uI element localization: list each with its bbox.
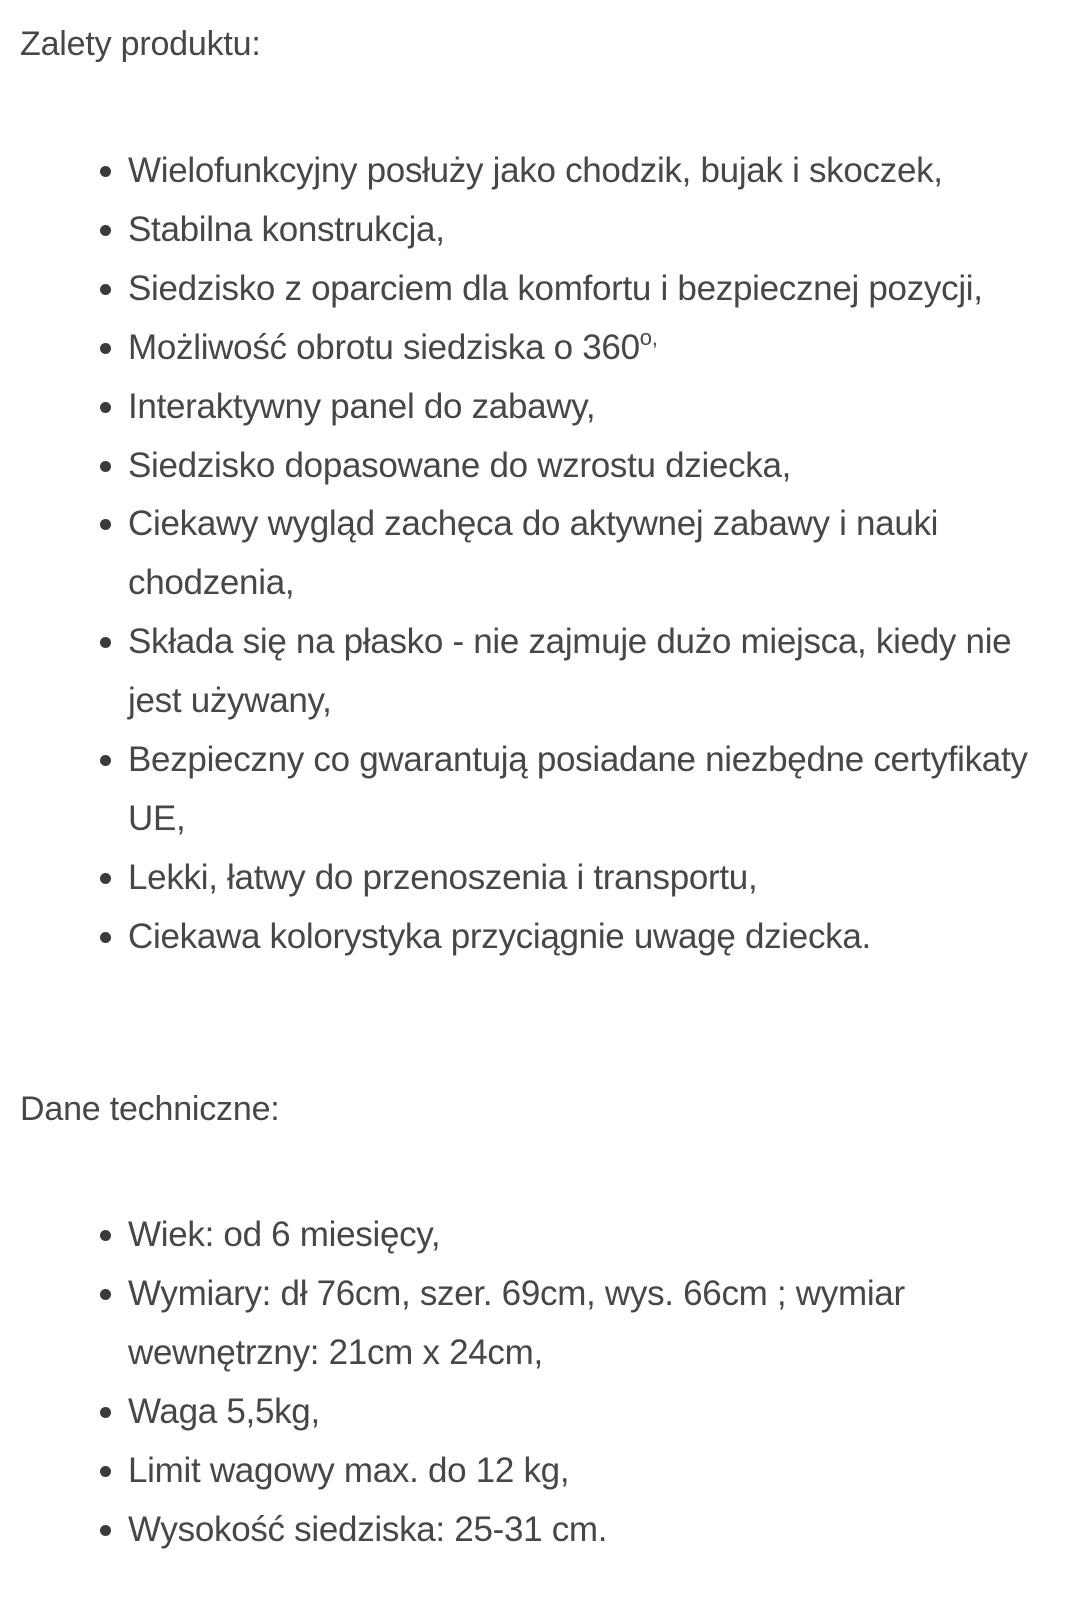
list-item-text: Wymiary: dł 76cm, szer. 69cm, wys. 66cm ; wymiar wewnętrzny: 21cm x 24cm,: [128, 1273, 905, 1372]
list-item-text: Wielofunkcyjny posłuży jako chodzik, bujak i skoczek,: [128, 151, 943, 190]
list-item-text: Składa się na płasko - nie zajmuje dużo miejsca, kiedy nie jest używany,: [128, 622, 1012, 721]
list-item: [128, 495, 1028, 613]
list-item-text: Limit wagowy max. do 12 kg,: [128, 1450, 570, 1490]
list-item: [128, 731, 1028, 849]
list-item-text: Ciekawy wygląd zachęca do aktywnej zabawy i nauki chodzenia,: [128, 504, 939, 603]
bullet-icon: [100, 932, 111, 943]
list-item: [128, 1501, 1028, 1560]
list-item-text: Wiek: od 6 miesięcy,: [128, 1215, 441, 1254]
list-item-text: Bezpieczny co gwarantują posiadane niezbędne certyfikaty UE,: [128, 740, 1028, 838]
bullet-icon: [100, 343, 111, 354]
list-item: [128, 1206, 1028, 1265]
bullet-icon: [100, 284, 111, 295]
degree-superscript: o,: [639, 324, 658, 350]
list-item-text: Wysokość siedziska: 25-31 cm.: [128, 1509, 608, 1549]
bullet-icon: [100, 1230, 111, 1241]
bullet-icon: [100, 402, 111, 413]
list-item: [128, 908, 1028, 967]
list-item-text: Ciekawa kolorystyka przyciągnie uwagę dziecka.: [128, 916, 871, 956]
list-item: [128, 1383, 1028, 1442]
bullet-icon: [100, 225, 111, 236]
bullet-icon: [100, 461, 111, 472]
list-item: [128, 142, 1028, 201]
list-item: [128, 437, 1028, 496]
list-item-text: Waga 5,5kg,: [128, 1391, 320, 1431]
bullet-icon: [100, 1289, 111, 1300]
list-item-text: Siedzisko z oparciem dla komfortu i bezpiecznej pozycji,: [128, 268, 983, 308]
advantages-heading: Zalety produktu:: [20, 25, 261, 63]
list-item: [128, 1442, 1028, 1501]
bullet-icon: [100, 873, 111, 884]
bullet-icon: [100, 755, 111, 766]
advantages-list: [128, 142, 1028, 967]
list-item-text: Możliwość obrotu siedziska o 360: [128, 327, 640, 367]
list-item: [128, 260, 1028, 319]
specs-list: [128, 1206, 1028, 1559]
bullet-icon: [100, 519, 111, 530]
list-item-text: Lekki, łatwy do przenoszenia i transportu,: [128, 857, 758, 897]
specs-heading: Dane techniczne:: [20, 1090, 280, 1128]
list-item: [128, 378, 1028, 437]
list-item: [128, 1265, 1028, 1383]
bullet-icon: [100, 166, 111, 177]
list-item: [128, 201, 1028, 260]
bullet-icon: [100, 1466, 111, 1477]
list-item-text: Interaktywny panel do zabawy,: [128, 386, 596, 426]
list-item: [128, 849, 1028, 908]
list-item-text: Stabilna konstrukcja,: [128, 209, 445, 249]
bullet-icon: [100, 637, 111, 648]
bullet-icon: [100, 1525, 111, 1536]
list-item: [128, 319, 1028, 378]
list-item: [128, 613, 1028, 731]
bullet-icon: [100, 1407, 111, 1418]
list-item-text: Siedzisko dopasowane do wzrostu dziecka,: [128, 445, 792, 485]
